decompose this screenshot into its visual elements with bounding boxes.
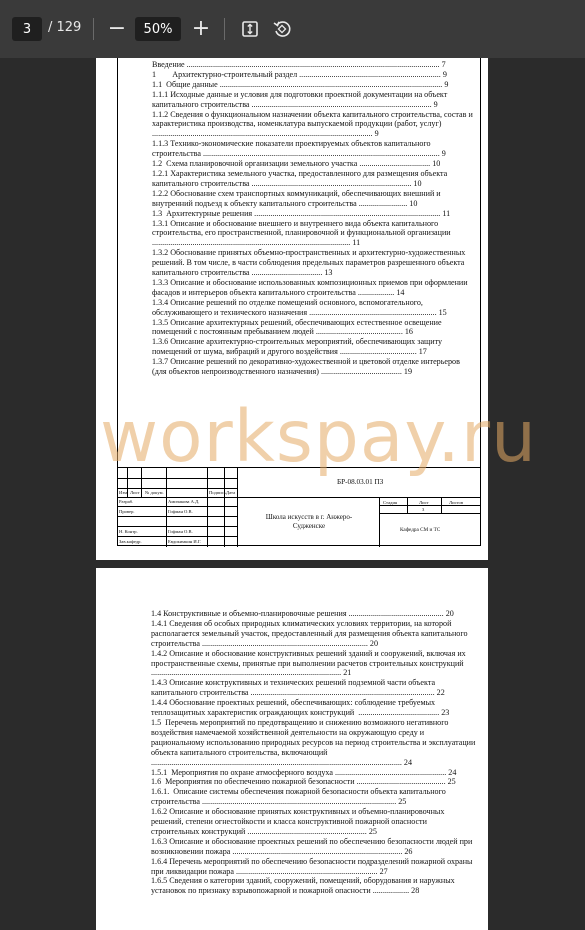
stamp-header-date: Дата (226, 490, 236, 495)
stamp-header-izm: Изм. (119, 490, 129, 495)
stamp-name: Гофман О.В. (168, 509, 193, 514)
toc-entry: 1.4.3 Описание конструктивных и технических решений подземной части объекта капитального строительства ........................................................................................... 22 (151, 678, 445, 698)
page-number-input[interactable]: 3 (12, 17, 42, 41)
stamp-header-list: Лист (130, 490, 140, 495)
title-block (117, 467, 481, 546)
stamp-header-sheet: Лист (419, 500, 429, 505)
stamp-header-doc: № докум. (145, 490, 164, 495)
toc-entry: 1.3.4 Описание решений по отделке помещений основного, вспомогательного, обслуживающего и технического назначения ............................................................... 15 (152, 297, 447, 317)
stamp-name: Амичакова А.Д. (168, 499, 200, 504)
toc-entry: 1.2.2 Обоснование схем транспортных коммуникаций, обеспечивающих внешний и внутренний подъезд к объекту капитального строительства ........................ 10 (152, 188, 443, 208)
toc-entry: 1.4.1 Сведения об особых природных климатических условиях территории, на которой располагается земельный участок, предоставленный для размещения объекта капитального строительства .................................................................................. 20 (151, 618, 470, 648)
table-of-contents (152, 60, 476, 377)
school-title (239, 513, 379, 531)
stamp-role: Н. Контр. (119, 529, 138, 534)
school-title-line: Школа искусств в г. Анжеро- (265, 513, 353, 521)
toc-entry: 1.1.1 Исходные данные и условия для подготовки проектной документации на объект капитального строительства ......................................................................................... 9 (152, 89, 450, 109)
toc-entry: 1 Архитектурно-строительный раздел ...................................................................... 9 (152, 69, 447, 79)
document-code: БР-08.03.01 ПЗ (337, 478, 384, 486)
toc-entry: 1.6.1. Описание системы обеспечения пожарной безопасности объекта капитального строительства ................................................................................................ 25 (151, 787, 448, 807)
stamp-header-sign: Подпись (209, 490, 226, 495)
toc-entry: 1.4.2 Описание и обоснование конструктивных решений зданий и сооружений, включая их пространственные схемы, принятые при выполнении расчетов строительных конструкций .............................................................................................. 21 (151, 648, 468, 678)
school-title-line: Судженске (292, 522, 326, 530)
toc-entry: 1.3.3 Описание и обоснование использованных композиционных приемов при оформлении фасадов и интерьеров объекта капитального строительства .................. 14 (152, 277, 470, 297)
toc-entry: 1.5.1 Мероприятия по охране атмосферного воздуха ....................................................... 24 (151, 767, 457, 777)
fit-page-icon (241, 20, 259, 38)
minus-icon: − (107, 16, 127, 41)
toc-entry: 1.4 Конструктивные и объемно-планировочные решения ............................................... 20 (151, 609, 454, 618)
stamp-header-sheets: Листов (449, 500, 464, 505)
toc-entry: 1.3 Архитектурные решения ............................................................................................ 11 (152, 208, 451, 218)
rotate-button[interactable] (268, 15, 296, 43)
toc-entry: 1.1.2 Сведения о функциональном назначении объекта капитального строительства, состав и характеристика производства, номенклатура выпускаемой продукции (работ, услуг) ............................................................................................................. 9 (152, 109, 475, 139)
toolbar-divider (93, 18, 94, 40)
toc-entry: 1.3.7 Описание решений по декоративно-художественной и цветовой отделке интерьеров (для объектов непроизводственного назначения) ........................................ 19 (152, 357, 462, 377)
toc-entry: 1.6.4 Перечень мероприятий по обеспечению безопасности подразделений пожарной охраны при ликвидации пожара ...................................................................... 27 (151, 856, 475, 876)
sheet-number: 3 (422, 507, 425, 512)
table-of-contents (151, 609, 477, 896)
document-page-3 (96, 58, 488, 560)
toc-entry: 1.2.1 Характеристика земельного участка, предоставленного для размещения объекта капитального строительства ............................................................................... 10 (152, 168, 450, 188)
toc-entry: Введение ............................................................................................................................. 7 (152, 60, 446, 69)
stamp-role: Зав.кафедр. (119, 539, 142, 544)
document-page-4 (96, 568, 488, 930)
toolbar-divider (224, 18, 225, 40)
stamp-name: Евдокимкин И.Г. (168, 539, 202, 544)
zoom-out-button[interactable] (103, 15, 131, 43)
rotate-icon (272, 19, 292, 39)
toc-entry: 1.3.5 Описание архитектурных решений, обеспечивающих естественное освещение помещений с постоянным пребыванием людей ........................................... 16 (152, 317, 444, 337)
watermark: workspay.ru (100, 395, 538, 478)
page-total: / 129 (48, 20, 82, 35)
stamp-header-stage: Стадия (383, 500, 398, 505)
toc-entry: 1.2 Схема планировочной организации земельного участка ................................... 10 (152, 159, 441, 169)
stamp-role: Разраб. (119, 499, 134, 504)
plus-icon: + (191, 16, 211, 41)
zoom-in-button[interactable] (187, 15, 215, 43)
toc-entry: 1.6.3 Описание и обоснование проектных решений по обеспечению безопасности людей при возникновении пожара .................................................................................... 26 (151, 836, 475, 856)
toc-entry: 1.3.1 Описание и обоснование внешнего и внутреннего вида объекта капитального строительства, его пространственной, планировочной и функциональной организации .................................................................................................. 11 (152, 218, 453, 248)
toc-entry: 1.1 Общие данные .............................................................................................................. 9 (152, 79, 449, 89)
toc-entry: 1.3.6 Описание архитектурно-строительных мероприятий, обеспечивающих защиту помещений от шума, вибраций и другого воздействия ...................................... 17 (152, 337, 445, 357)
stamp-role: Провер. (119, 509, 135, 514)
pdf-toolbar (0, 0, 585, 58)
toc-entry: 1.6.5 Сведения о категории зданий, сооружений, помещений, оборудования и наружных установок по признаку взрывопожарной и пожарной опасности .................. 28 (151, 876, 457, 896)
department: Кафедра СМ и ТС (400, 527, 441, 533)
toc-entry: 1.5 Перечень мероприятий по предотвращению и снижению возможного негативного воздействия намечаемой хозяйственной деятельности на окружающую среду и рациональному использованию природных ресурсов на период строительства и эксплуатации объекта капитального строительства, включающий ............................................................................................................................ 24 (151, 717, 478, 767)
toc-entry: 1.6 Мероприятия по обеспечению пожарной безопасности ............................................ 25 (151, 777, 456, 787)
zoom-level-input[interactable]: 50% (135, 17, 181, 41)
toc-entry: 1.1.3 Технико-экономические показатели проектируемых объектов капитального строительства ..................................................................................................................... 9 (152, 139, 446, 159)
fit-page-button[interactable] (236, 15, 264, 43)
toc-entry: 1.6.2 Описание и обоснование принятых конструктивных и объемно-планировочных решений, степени огнестойкости и класса конструктивной пожарной опасности строительных конструкций ........................................................... 25 (151, 807, 447, 836)
stamp-name: Гофман О.В. (168, 529, 193, 534)
toc-entry: 1.3.2 Обоснование принятых объемно-пространственных и архитектурно-художественных решений. В том числе, в части соблюдения предельных параметров разрешенного объекта капитального строительства ................................... 13 (152, 248, 468, 278)
toc-entry: 1.4.4 Обоснование проектных решений, обеспечивающих: соблюдение требуемых теплозащитных характеристик ограждающих конструкций ........................................ 23 (151, 698, 450, 718)
